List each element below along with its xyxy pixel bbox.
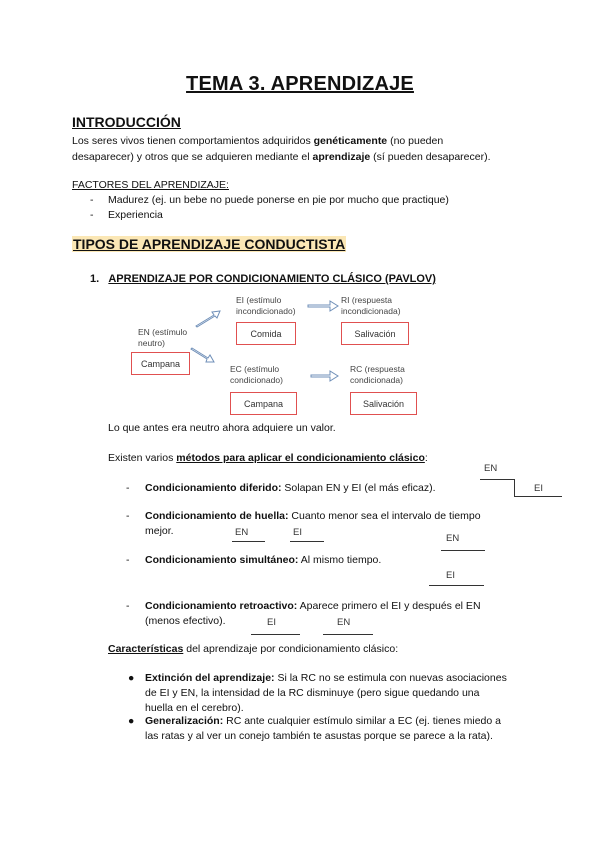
ei-box-comida: Comida bbox=[236, 322, 296, 345]
timing-simultaneo-ei: EI bbox=[446, 570, 455, 581]
ri-label: RI (respuesta incondicionada) bbox=[341, 295, 401, 316]
intro-line-1: Los seres vivos tienen comportamientos adquiridos genéticamente (no pueden bbox=[72, 135, 444, 147]
timing-retro-en: EN bbox=[337, 617, 351, 628]
timing-diferido-en: EN bbox=[484, 463, 498, 474]
timing-simultaneo-en: EN bbox=[446, 533, 460, 544]
ec-box-campana: Campana bbox=[230, 392, 297, 415]
method-huella-cont: mejor. bbox=[145, 525, 174, 537]
bullet-icon: ● bbox=[128, 672, 135, 684]
timing-diferido-en-line bbox=[480, 479, 515, 480]
ec-label: EC (estímulo condicionado) bbox=[230, 364, 283, 385]
characteristic-extincion: Extinción del aprendizaje: Si la RC no se estimula con nuevas asociaciones bbox=[145, 672, 507, 684]
method-dash: - bbox=[126, 554, 130, 566]
timing-huella-en-line bbox=[232, 541, 265, 542]
characteristic-generalizacion: Generalización: RC ante cualquier estímulo similar a EC (ej. tienes miedo a bbox=[145, 715, 501, 727]
arrow-en-to-ec-icon bbox=[191, 348, 214, 362]
factor-item-experiencia: Experiencia bbox=[108, 209, 163, 221]
timing-huella-ei: EI bbox=[293, 527, 302, 538]
methods-intro: Existen varios métodos para aplicar el condicionamiento clásico: bbox=[108, 452, 428, 464]
arrow-ec-to-rc-icon bbox=[311, 371, 338, 381]
intro-heading: INTRODUCCIÓN bbox=[72, 114, 181, 130]
characteristic-extincion-l2: de EI y EN, la intensidad de la RC disminuye (pero sigue quedando una bbox=[145, 687, 480, 699]
en-label: EN (estímulo neutro) bbox=[138, 327, 188, 348]
timing-diferido-ei-line bbox=[514, 496, 562, 497]
method-dash: - bbox=[126, 482, 130, 494]
characteristic-generalizacion-l2: las ratas y al ver un conejo también te asustas porque se parece a la rata). bbox=[145, 730, 493, 742]
factor-dash: - bbox=[90, 209, 94, 221]
method-huella: Condicionamiento de huella: Cuanto menor sea el intervalo de tiempo bbox=[145, 510, 481, 522]
timing-simultaneo-en-line bbox=[441, 550, 485, 551]
intro-line-2: desaparecer) y otros que se adquieren mediante el aprendizaje (sí pueden desaparecer). bbox=[72, 151, 491, 163]
section-heading-tipos: TIPOS DE APRENDIZAJE CONDUCTISTA bbox=[73, 236, 346, 252]
arrow-en-to-ei-icon bbox=[196, 311, 220, 327]
characteristics-intro: Características del aprendizaje por condicionamiento clásico: bbox=[108, 643, 399, 655]
characteristic-extincion-l3: huella en el cerebro). bbox=[145, 702, 244, 714]
method-diferido: Condicionamiento diferido: Solapan EN y EI (el más eficaz). bbox=[145, 482, 436, 494]
ri-box-salivacion: Salivación bbox=[341, 322, 409, 345]
method-retroactivo: Condicionamiento retroactivo: Aparece primero el EI y después el EN bbox=[145, 600, 481, 612]
method-retroactivo-cont: (menos efectivo). bbox=[145, 615, 226, 627]
method-dash: - bbox=[126, 510, 130, 522]
timing-diferido-ei: EI bbox=[534, 483, 543, 494]
factor-item-madurez: Madurez (ej. un bebe no puede ponerse en pie por mucho que practique) bbox=[108, 194, 449, 206]
en-box-campana: Campana bbox=[131, 352, 190, 375]
bullet-icon: ● bbox=[128, 715, 135, 727]
timing-diferido-step bbox=[514, 479, 515, 496]
neutral-text: Lo que antes era neutro ahora adquiere un valor. bbox=[108, 422, 336, 434]
subsection-heading-clasico: 1. APRENDIZAJE POR CONDICIONAMIENTO CLÁSICO (PAVLOV) bbox=[90, 273, 436, 285]
timing-retro-en-line bbox=[323, 634, 373, 635]
method-dash: - bbox=[126, 600, 130, 612]
rc-box-salivacion: Salivación bbox=[350, 392, 417, 415]
timing-retro-ei-line bbox=[251, 634, 300, 635]
page-title: TEMA 3. APRENDIZAJE bbox=[186, 73, 414, 95]
factor-dash: - bbox=[90, 194, 94, 206]
timing-simultaneo-ei-line bbox=[429, 585, 484, 586]
timing-huella-ei-line bbox=[290, 541, 324, 542]
arrow-ei-to-ri-icon bbox=[308, 301, 338, 311]
method-simultaneo: Condicionamiento simultáneo: Al mismo tiempo. bbox=[145, 554, 382, 566]
rc-label: RC (respuesta condicionada) bbox=[350, 364, 405, 385]
ei-label: EI (estímulo incondicionado) bbox=[236, 295, 296, 316]
timing-huella-en: EN bbox=[235, 527, 249, 538]
factors-heading: FACTORES DEL APRENDIZAJE: bbox=[72, 179, 229, 191]
timing-retro-ei: EI bbox=[267, 617, 276, 628]
